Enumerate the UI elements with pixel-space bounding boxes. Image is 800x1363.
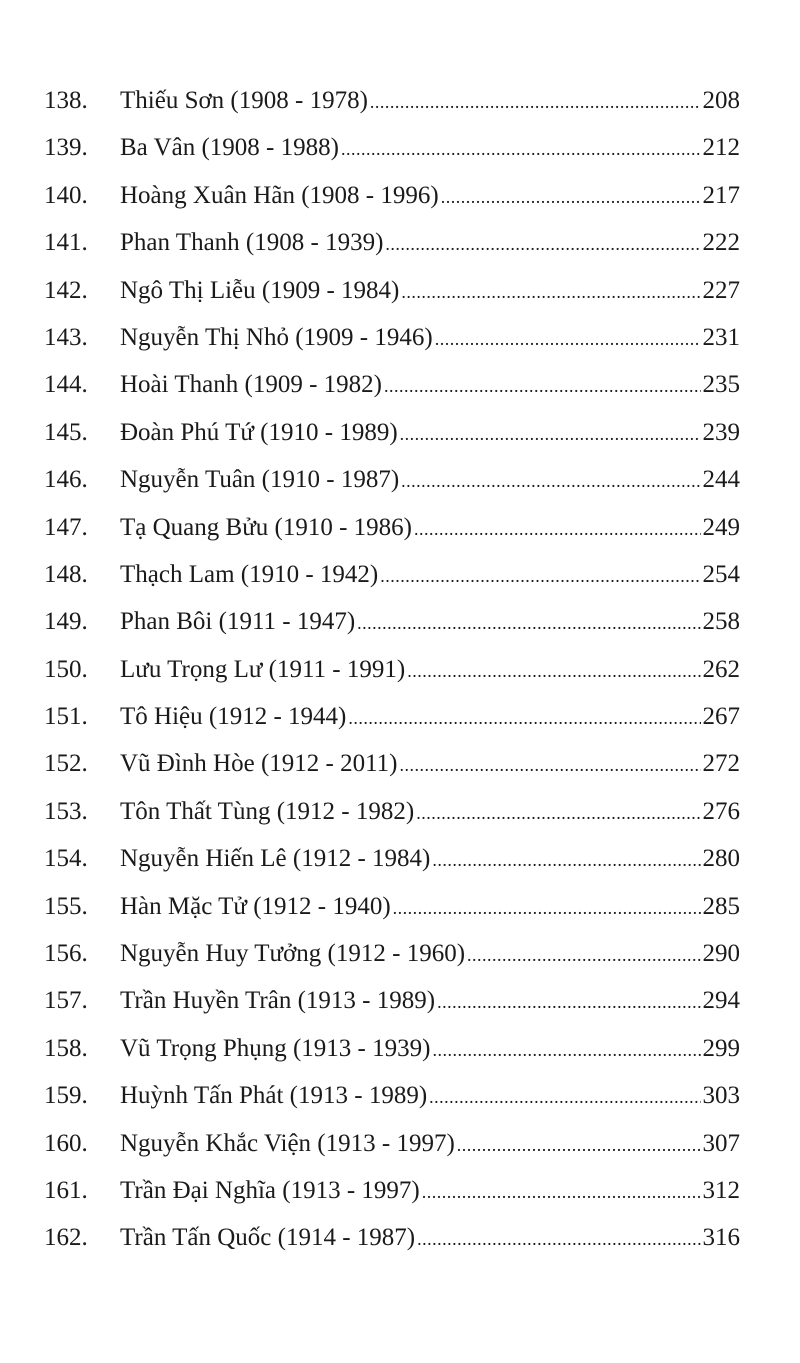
- entry-line: [120, 693, 740, 742]
- entry-title: Tôn Thất Tùng (1912 - 1982): [120, 797, 415, 825]
- entry-title: Lưu Trọng Lư (1911 - 1991): [120, 655, 406, 683]
- entry-title: Tô Hiệu (1912 - 1944): [120, 703, 347, 731]
- entry-line: [120, 1120, 740, 1169]
- dot-leader: [393, 885, 701, 932]
- entry-line: [120, 1072, 740, 1121]
- entry-title: Phan Bôi (1911 - 1947): [120, 608, 356, 636]
- entry-number: 147.: [44, 513, 88, 541]
- dot-leader: [432, 1027, 700, 1074]
- entry-title: Vũ Đình Hòe (1912 - 2011): [120, 750, 398, 778]
- toc-entry: [0, 172, 800, 219]
- toc-entry: [0, 883, 800, 930]
- entry-page-number: 272: [702, 750, 740, 778]
- entry-line: [120, 504, 740, 553]
- entry-page-number: 316: [702, 1224, 740, 1252]
- entry-line: [120, 883, 740, 932]
- entry-page-number: 231: [702, 323, 740, 351]
- entry-line: [120, 646, 740, 695]
- dot-leader: [357, 600, 700, 647]
- entry-page-number: 276: [702, 797, 740, 825]
- entry-page-number: 262: [702, 655, 740, 683]
- entry-number: 151.: [44, 703, 88, 731]
- dot-leader: [432, 837, 700, 884]
- dot-leader: [417, 1216, 700, 1263]
- entry-title: Hàn Mặc Tử (1912 - 1940): [120, 892, 391, 920]
- entry-line: [120, 551, 740, 600]
- entry-line: [120, 409, 740, 458]
- dot-leader: [400, 742, 701, 789]
- entry-page-number: 227: [702, 276, 740, 304]
- entry-page-number: 212: [702, 134, 740, 162]
- entry-title: Nguyễn Khắc Viện (1913 - 1997): [120, 1129, 455, 1157]
- entry-page-number: 235: [702, 371, 740, 399]
- toc-entry: [0, 1120, 800, 1167]
- entry-title: Trần Huyền Trân (1913 - 1989): [120, 987, 436, 1015]
- entry-page-number: 303: [702, 1082, 740, 1110]
- dot-leader: [457, 1122, 701, 1169]
- entry-line: [120, 977, 740, 1026]
- entry-number: 149.: [44, 608, 88, 636]
- entry-page-number: 258: [702, 608, 740, 636]
- entry-title: Phan Thanh (1908 - 1939): [120, 229, 384, 257]
- dot-leader: [414, 506, 701, 553]
- toc-entry: [0, 1072, 800, 1119]
- entry-line: [120, 314, 740, 363]
- dot-leader: [467, 932, 700, 979]
- dot-leader: [441, 174, 701, 221]
- toc-entry: [0, 267, 800, 314]
- dot-leader: [380, 553, 700, 600]
- entry-number: 144.: [44, 371, 88, 399]
- entry-line: [120, 124, 740, 173]
- entry-page-number: 217: [702, 181, 740, 209]
- entry-title: Nguyễn Hiến Lê (1912 - 1984): [120, 845, 431, 873]
- entry-number: 141.: [44, 229, 88, 257]
- entry-title: Vũ Trọng Phụng (1913 - 1939): [120, 1034, 431, 1062]
- entry-number: 139.: [44, 134, 88, 162]
- toc-entry: [0, 219, 800, 266]
- toc-entry: [0, 1025, 800, 1072]
- entry-line: [120, 835, 740, 884]
- entry-number: 153.: [44, 797, 88, 825]
- entry-line: [120, 740, 740, 789]
- entry-title: Thạch Lam (1910 - 1942): [120, 560, 379, 588]
- table-of-contents: [0, 77, 800, 1262]
- toc-entry: [0, 314, 800, 361]
- entry-page-number: 239: [702, 418, 740, 446]
- entry-line: [120, 267, 740, 316]
- entry-line: [120, 456, 740, 505]
- dot-leader: [401, 458, 700, 505]
- entry-title: Ba Vân (1908 - 1988): [120, 134, 339, 162]
- entry-number: 161.: [44, 1176, 88, 1204]
- toc-entry: [0, 361, 800, 408]
- entry-page-number: 222: [702, 229, 740, 257]
- entry-number: 156.: [44, 940, 88, 968]
- entry-title: Đoàn Phú Tứ (1910 - 1989): [120, 418, 398, 446]
- dot-leader: [370, 79, 701, 126]
- entry-number: 148.: [44, 560, 88, 588]
- dot-leader: [401, 269, 700, 316]
- entry-number: 138.: [44, 87, 88, 114]
- dot-leader: [400, 411, 701, 458]
- entry-title: Ngô Thị Liễu (1909 - 1984): [120, 276, 400, 304]
- entry-number: 150.: [44, 655, 88, 683]
- toc-entry: [0, 740, 800, 787]
- entry-line: [120, 172, 740, 221]
- entry-line: [120, 598, 740, 647]
- entry-number: 155.: [44, 892, 88, 920]
- entry-page-number: 280: [702, 845, 740, 873]
- toc-entry: [0, 124, 800, 171]
- dot-leader: [385, 221, 700, 268]
- toc-entry: [0, 409, 800, 456]
- dot-leader: [384, 363, 701, 410]
- toc-entry: [0, 977, 800, 1024]
- dot-leader: [341, 126, 701, 173]
- dot-leader: [437, 979, 700, 1026]
- entry-title: Hoàng Xuân Hãn (1908 - 1996): [120, 181, 439, 209]
- entry-line: [120, 361, 740, 410]
- entry-number: 143.: [44, 323, 88, 351]
- entry-title: Nguyễn Huy Tưởng (1912 - 1960): [120, 940, 466, 968]
- entry-number: 162.: [44, 1224, 88, 1252]
- entry-line: [120, 930, 740, 979]
- toc-entry: [0, 77, 800, 124]
- entry-title: Tạ Quang Bửu (1910 - 1986): [120, 513, 412, 541]
- entry-number: 157.: [44, 987, 88, 1015]
- entry-page-number: 208: [702, 87, 740, 114]
- entry-number: 160.: [44, 1129, 88, 1157]
- entry-page-number: 254: [702, 560, 740, 588]
- entry-line: [120, 1214, 740, 1263]
- entry-number: 140.: [44, 181, 88, 209]
- entry-page-number: 249: [702, 513, 740, 541]
- entry-page-number: 312: [702, 1176, 740, 1204]
- toc-entry: [0, 551, 800, 598]
- toc-entry: [0, 646, 800, 693]
- entry-title: Hoài Thanh (1909 - 1982): [120, 371, 382, 399]
- entry-line: [120, 219, 740, 268]
- entry-number: 154.: [44, 845, 88, 873]
- entry-page-number: 290: [702, 940, 740, 968]
- entry-page-number: 285: [702, 892, 740, 920]
- entry-page-number: 307: [702, 1129, 740, 1157]
- entry-title: Huỳnh Tấn Phát (1913 - 1989): [120, 1082, 428, 1110]
- entry-page-number: 267: [702, 703, 740, 731]
- entry-number: 159.: [44, 1082, 88, 1110]
- dot-leader: [348, 695, 700, 742]
- toc-entry: [0, 504, 800, 551]
- toc-entry: [0, 598, 800, 645]
- dot-leader: [416, 790, 700, 837]
- entry-line: [120, 1167, 740, 1216]
- toc-entry: [0, 930, 800, 977]
- dot-leader: [429, 1074, 700, 1121]
- entry-title: Thiếu Sơn (1908 - 1978): [120, 87, 368, 114]
- entry-title: Trần Tấn Quốc (1914 - 1987): [120, 1224, 416, 1252]
- entry-number: 142.: [44, 276, 88, 304]
- entry-page-number: 244: [702, 466, 740, 494]
- entry-number: 158.: [44, 1034, 88, 1062]
- entry-title: Nguyễn Thị Nhỏ (1909 - 1946): [120, 323, 433, 351]
- entry-title: Trần Đại Nghĩa (1913 - 1997): [120, 1176, 420, 1204]
- entry-number: 152.: [44, 750, 88, 778]
- entry-number: 145.: [44, 418, 88, 446]
- dot-leader: [407, 648, 700, 695]
- dot-leader: [435, 316, 701, 363]
- entry-line: [120, 788, 740, 837]
- entry-line: [120, 1025, 740, 1074]
- toc-entry: [0, 1214, 800, 1261]
- toc-entry: [0, 1167, 800, 1214]
- toc-entry: [0, 835, 800, 882]
- entry-number: 146.: [44, 466, 88, 494]
- toc-entry: [0, 456, 800, 503]
- entry-line: [120, 77, 740, 126]
- entry-page-number: 299: [702, 1034, 740, 1062]
- dot-leader: [422, 1169, 701, 1216]
- toc-entry: [0, 693, 800, 740]
- entry-page-number: 294: [702, 987, 740, 1015]
- toc-entry: [0, 788, 800, 835]
- entry-title: Nguyễn Tuân (1910 - 1987): [120, 466, 400, 494]
